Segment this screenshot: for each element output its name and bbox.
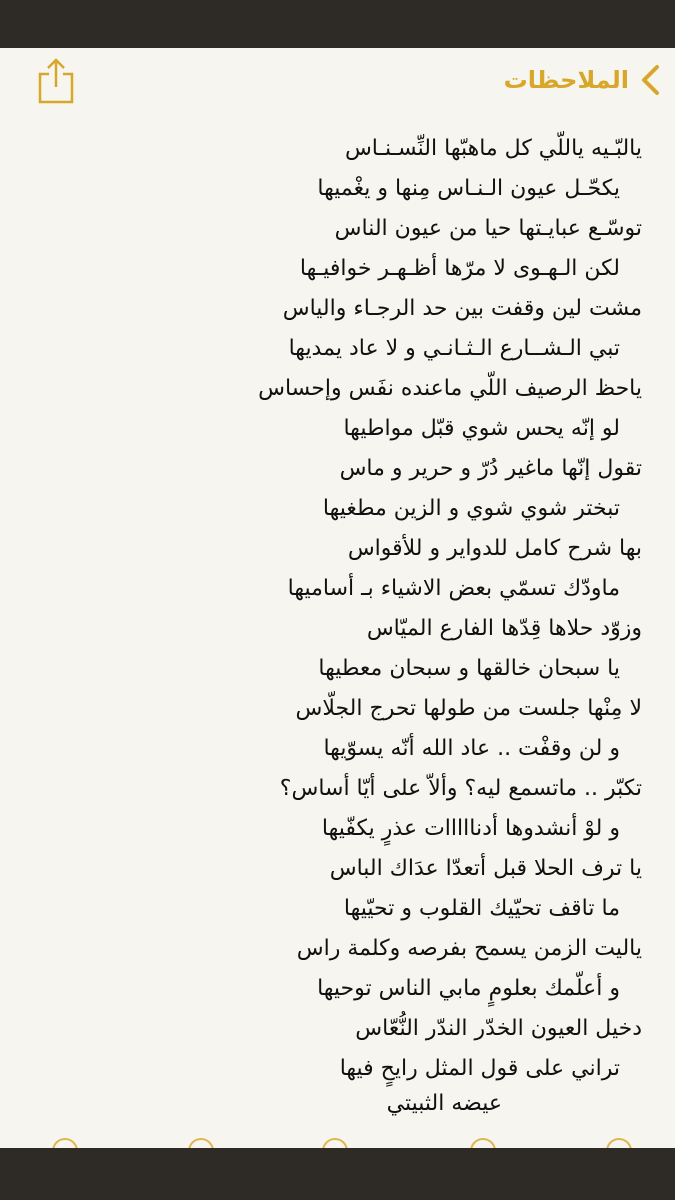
- verse-line: يالبّـيه ياللّي كل ماهبّها النِّسـنـاس: [344, 136, 642, 161]
- share-button[interactable]: [36, 56, 76, 104]
- back-button[interactable]: [504, 62, 661, 98]
- chevron-left-icon: [639, 64, 661, 96]
- verse-line: تكبّر .. ماتسمع ليه؟ وألاّ على أيّا أساس؟: [279, 776, 642, 801]
- verse-line: و لوْ أنشدوها أدنااااات عذرٍ يكفّيها: [321, 816, 620, 841]
- verse-line: يا سبحان خالقها و سبحان معطيها: [318, 656, 620, 681]
- verse-line: بها شرح كامل للدواير و للأقواس: [347, 536, 642, 561]
- status-bar: [0, 0, 675, 48]
- verse-line: و لن وقفْت .. عاد الله أنّه يسوّيها: [323, 736, 620, 761]
- back-label: الملاحظات: [503, 66, 629, 94]
- note-text[interactable]: [30, 128, 642, 1116]
- verse-line: تراني على قول المثل رايحٍ فيها: [339, 1056, 620, 1081]
- verse-line: يكحّـل عيون الـنـاس مِنها و يغْميها: [317, 176, 620, 201]
- verse-line: ما تاقف تحيّيك القلوب و تحيّيها: [343, 896, 620, 921]
- author-signature: عيضه الثبيتي: [386, 1091, 502, 1116]
- verse-line: ماودّك تسمّي بعض الاشياء بـ أساميها: [287, 576, 620, 601]
- verse-line: تبي الـشــارع الـثـانـي و لا عاد يمديها: [288, 336, 620, 361]
- share-icon: [36, 56, 76, 104]
- verse-line: و أعلّمك بعلومٍ مابي الناس توحيها: [317, 976, 620, 1001]
- toolbar-icon: [52, 1138, 78, 1148]
- verse-line: ياحظ الرصيف اللّي ماعنده نفَس وإحساس: [258, 376, 642, 401]
- home-bar: [0, 1148, 675, 1200]
- verse-line: لكن الـهـوى لا مرّها أظـهـر خوافيـها: [299, 256, 620, 281]
- verse-line: تبختر شوي شوي و الزين مطغيها: [322, 496, 620, 521]
- verse-line: دخيل العيون الخدّر الندّر النُّعّاس: [355, 1016, 642, 1041]
- navigation-bar: [0, 48, 675, 110]
- verse-line: وزوّد حلاها قِدّها الفارع الميّاس: [366, 616, 642, 641]
- verse-line: توسّـع عبايـتها حيا من عيون الناس: [334, 216, 642, 241]
- toolbar-icon: [470, 1138, 496, 1148]
- toolbar-peek: [0, 1132, 675, 1148]
- toolbar-icon: [606, 1138, 632, 1148]
- toolbar-icon: [322, 1138, 348, 1148]
- verse-line: لا مِنْها جلست من طولها تحرج الجلّاس: [295, 696, 642, 721]
- verse-line: تقول إنّها ماغير دُرّ و حرير و ماس: [339, 456, 642, 481]
- verse-line: ياليت الزمن يسمح بفرصه وكلمة راس: [296, 936, 642, 961]
- toolbar-icon: [188, 1138, 214, 1148]
- verse-line: مشت لين وقفت بين حد الرجـاء والياس: [282, 296, 642, 321]
- verse-line: يا ترف الحلا قبل أتعدّا عدَاك الباس: [329, 856, 642, 881]
- verse-line: لو إنّه يحس شوي قبّل مواطيها: [343, 416, 620, 441]
